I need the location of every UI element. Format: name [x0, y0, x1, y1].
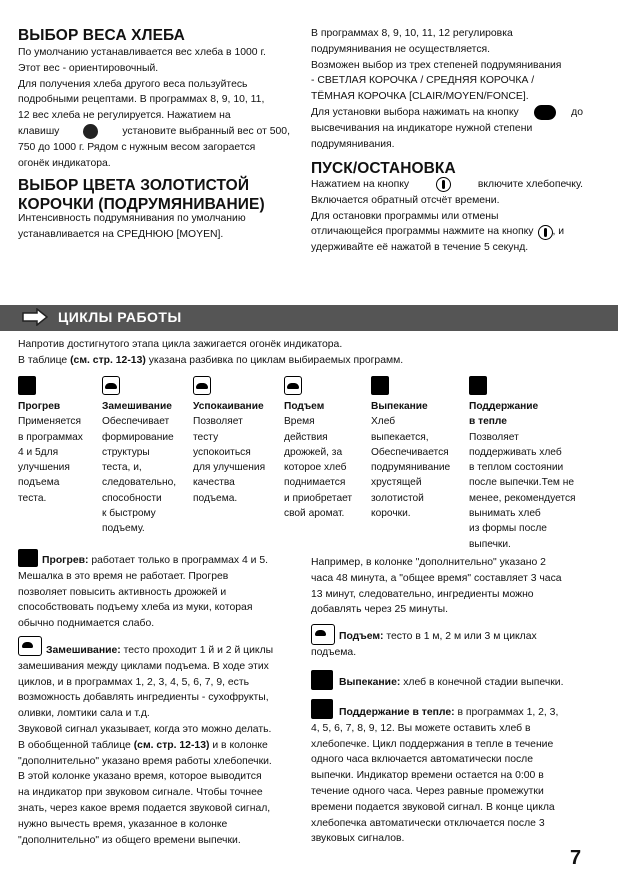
- start-title: ПУСК/ОСТАНОВКА: [311, 160, 456, 177]
- cycle-column-warm: Прогрев Применяется в программах 4 и 5для улучшения подъема теста.: [18, 376, 83, 506]
- cycles-banner: [0, 305, 618, 331]
- weight-button-icon: [83, 124, 98, 139]
- rise-detail: Подъем: тесто в 1 м, 2 м или 3 м циклах подъема.: [311, 631, 537, 658]
- rise-icon: [284, 376, 302, 395]
- cycles-intro: Напротив достигнутого этапа цикла зажигается огонёк индикатора. В таблице (см. стр. 12-13) указана разбивка по циклам выбираемых программ.: [18, 339, 404, 366]
- crust-button-icon: [534, 105, 556, 120]
- knead-detail: Замешивание: тесто проходит 1 й и 2 й циклы замешивания между циклами подъема. В ходе этих циклов, и в программах 1, 2, 3, 4, 5, 6, 7, 9, есть возможность добавлять ингредиенты - сухофрукты, оливки, ломтики сала и т.д. Звуковой сигнал указывает, когда это можно делать. В обобщенной таблице (см. стр. 12-13) и в колонке "дополнительно" указано время работы хлебопечки. В этой колонке указано время, которое выводится на индикатор при звуковом сигнале. Чтобы точнее знать, через какое время подается звуковой сигнал, нужно вычесть время, указанное в колонке "дополнительно" из общего времени выпечки.: [18, 645, 274, 846]
- rest-icon: [193, 376, 211, 395]
- color-text: Интенсивность подрумянивания по умолчанию устанавливается на СРЕДНЮЮ [MOYEN].: [18, 213, 246, 240]
- warm-detail: Прогрев: работает только в программах 4 и 5. Мешалка в это время не работает. Прогрев позволяет повысить активность дрожжей и способствовать подъему хлеба из муки, которая обычно поднимается слабо.: [18, 555, 269, 630]
- cycle-column-bake: Выпекание Хлеб выпекается, Обеспечивается подрумянивание хрустящей золотистой корочки.: [371, 376, 450, 521]
- bake-detail: Выпекание: хлеб в конечной стадии выпечки.: [339, 677, 564, 688]
- cycle-column-rise: Подъем Время действия дрожжей, за которое хлеб поднимается и приобретает свой аромат.: [284, 376, 352, 521]
- bake-icon: [371, 376, 389, 395]
- page-number: 7: [570, 847, 582, 869]
- keep-warm-icon: [469, 376, 487, 395]
- cycle-column-keep-warm: Поддержание в тепле Позволяет поддерживать хлеб в теплом состоянии после выпечки.Тем не менее, рекомендуется вынимать хлеб из формы после выпечки.: [469, 376, 576, 552]
- power-button-icon: [436, 177, 451, 192]
- power-button-icon-2: [538, 225, 553, 240]
- cycle-column-knead: Замешивание Обеспечивает формирование структуры теста, и, следовательно, способности к быстрому подъему.: [102, 376, 176, 537]
- weight-title: ВЫБОР ВЕСА ХЛЕБА: [18, 27, 185, 44]
- cycles-title: ЦИКЛЫ РАБОТЫ: [58, 309, 182, 325]
- color-title: ВЫБОР ЦВЕТА ЗОЛОТИСТОЙ КОРОЧКИ (ПОДРУМЯНИВАНИЕ): [18, 177, 265, 213]
- warm-icon: [18, 376, 36, 395]
- knead-icon: [102, 376, 120, 395]
- keep-warm-detail: Поддержание в тепле: в программах 1, 2, 3, 4, 5, 6, 7, 8, 9, 12. Вы можете оставить хлеб в хлебопечке. Цикл поддержания в тепле в течение одного часа включается автоматически после выпечки. Индикатор времени остается на 0:00 в течение одного часа. Через равные промежутки времени подается звуковой сигнал. В конце цикла хлебопечка автоматически отключается после 3 звуковых сигналов.: [311, 707, 559, 845]
- example-detail: Например, в колонке "дополнительно" указано 2 часа 48 минута, а "общее время" составляет 3 часа 13 минут, следовательно, ингредиенты можно добавлять через 25 минуты.: [311, 557, 562, 616]
- browning-text: В программах 8, 9, 10, 11, 12 регулировка подрумянивания не осуществляется. Возможен выбор из трех степеней подрумянивания - СВЕТЛАЯ КОРОЧКА / СРЕДНЯЯ КОРОЧКА / ТЁМНАЯ КОРОЧКА [CLAIR/MOYEN/FONCE]. Для установки выбора нажимать на кнопку до высвечивания на индикаторе нужной степени подрумянивания.: [311, 28, 583, 150]
- weight-text: По умолчанию устанавливается вес хлеба в 1000 г. Этот вес - ориентировочный. Для получения хлеба другого веса пользуйтесь подробными рецептами. В программах 8, 9, 10, 11, 12 вес хлеба не регулируется. Нажатием на клавишу установите выбранный вес от 500, 750 до 1000 г. Рядом с нужным весом загорается огонёк индикатора.: [18, 47, 290, 169]
- start-text: Нажатием на кнопку включите хлебопечку. Включается обратный отсчёт времени. Для остановки программы или отмены отличающейся программы нажмите на кнопку , и удерживайте её нажатой в течение 5 секунд.: [311, 179, 583, 254]
- cycle-column-rest: Успокаивание Позволяет тесту успокоиться для улучшения качества подъема.: [193, 376, 265, 506]
- arrow-icon: [22, 308, 48, 326]
